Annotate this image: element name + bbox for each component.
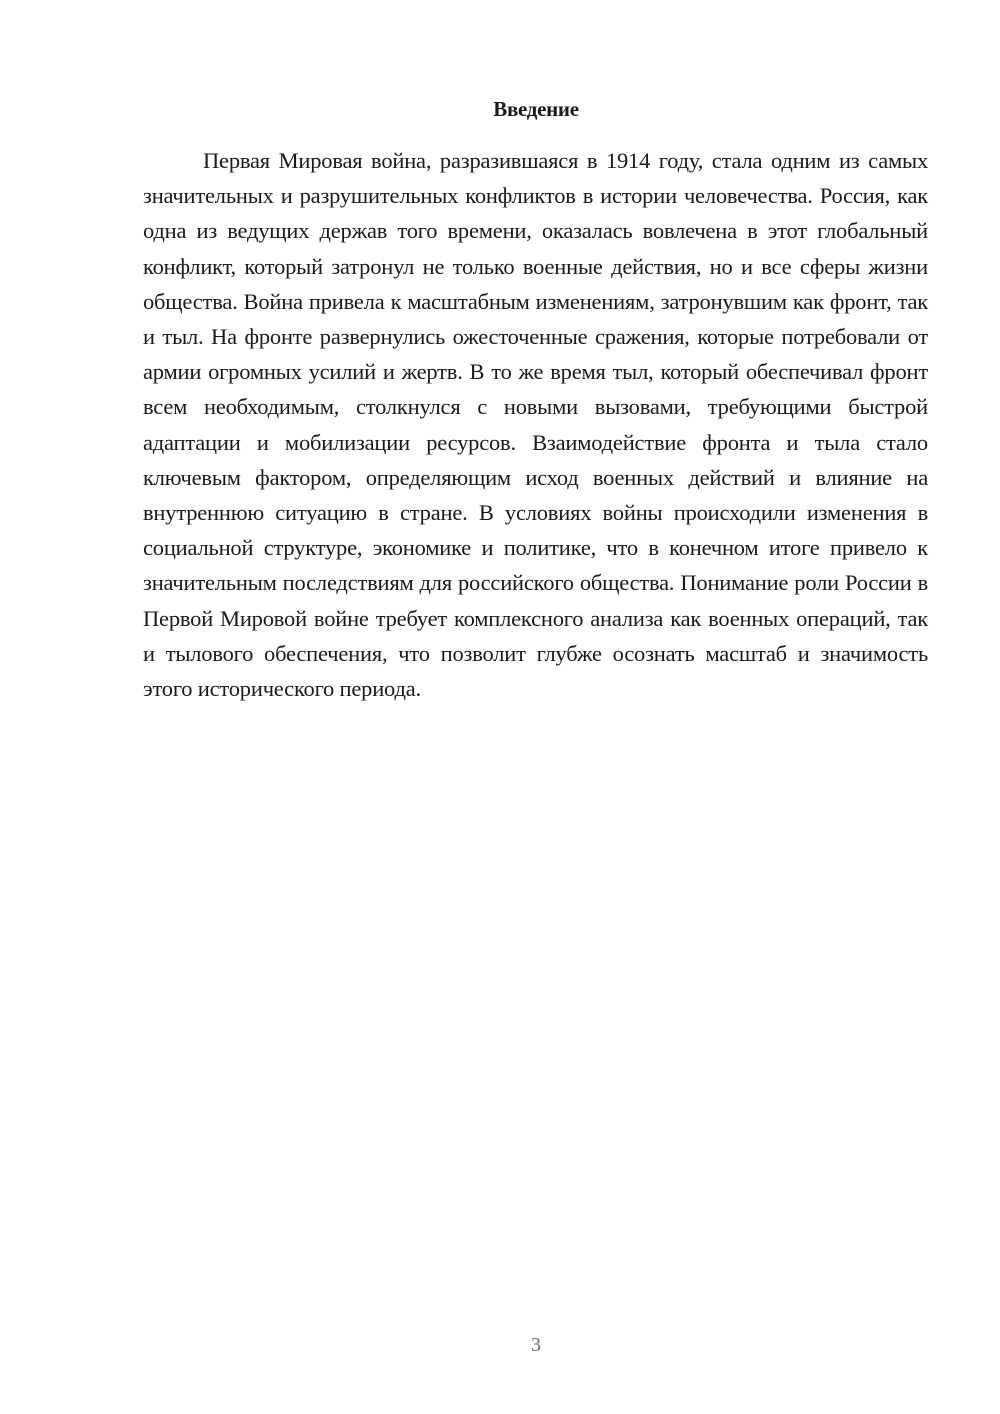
section-heading: Введение	[493, 97, 579, 121]
intro-paragraph: Первая Мировая война, разразившаяся в 1914 году, стала одним из самых значительных и разрушительных конфликтов в истории человечества. Россия, как одна из ведущих держав того времени, оказалась вовлечена в этот глобальный конфликт, который затронул не только военные действия, но и все сферы жизни общества. Война привела к масштабным изменениям, затронувшим как фронт, так и тыл. На фронте развернулись ожесточенные сражения, которые потребовали от армии огромных усилий и жертв. В то же время тыл, который обеспечивал фронт всем необходимым, столкнулся с новыми вызовами, требующими быстрой адаптации и мобилизации ресурсов. Взаимодействие фронта и тыла стало ключевым фактором, определяющим исход военных действий и влияние на внутреннюю ситуацию в стране. В условиях войны происходили изменения в социальной структуре, экономике и политике, что в конечном итоге привело к значительным последствиям для российского общества. Понимание роли России в Первой Мировой войне требует комплексного анализа как военных операций, так и тылового обеспечения, что позволит глубже осознать масштаб и значимость этого исторического периода.	[143, 148, 928, 702]
page-number: 3	[531, 1334, 541, 1356]
